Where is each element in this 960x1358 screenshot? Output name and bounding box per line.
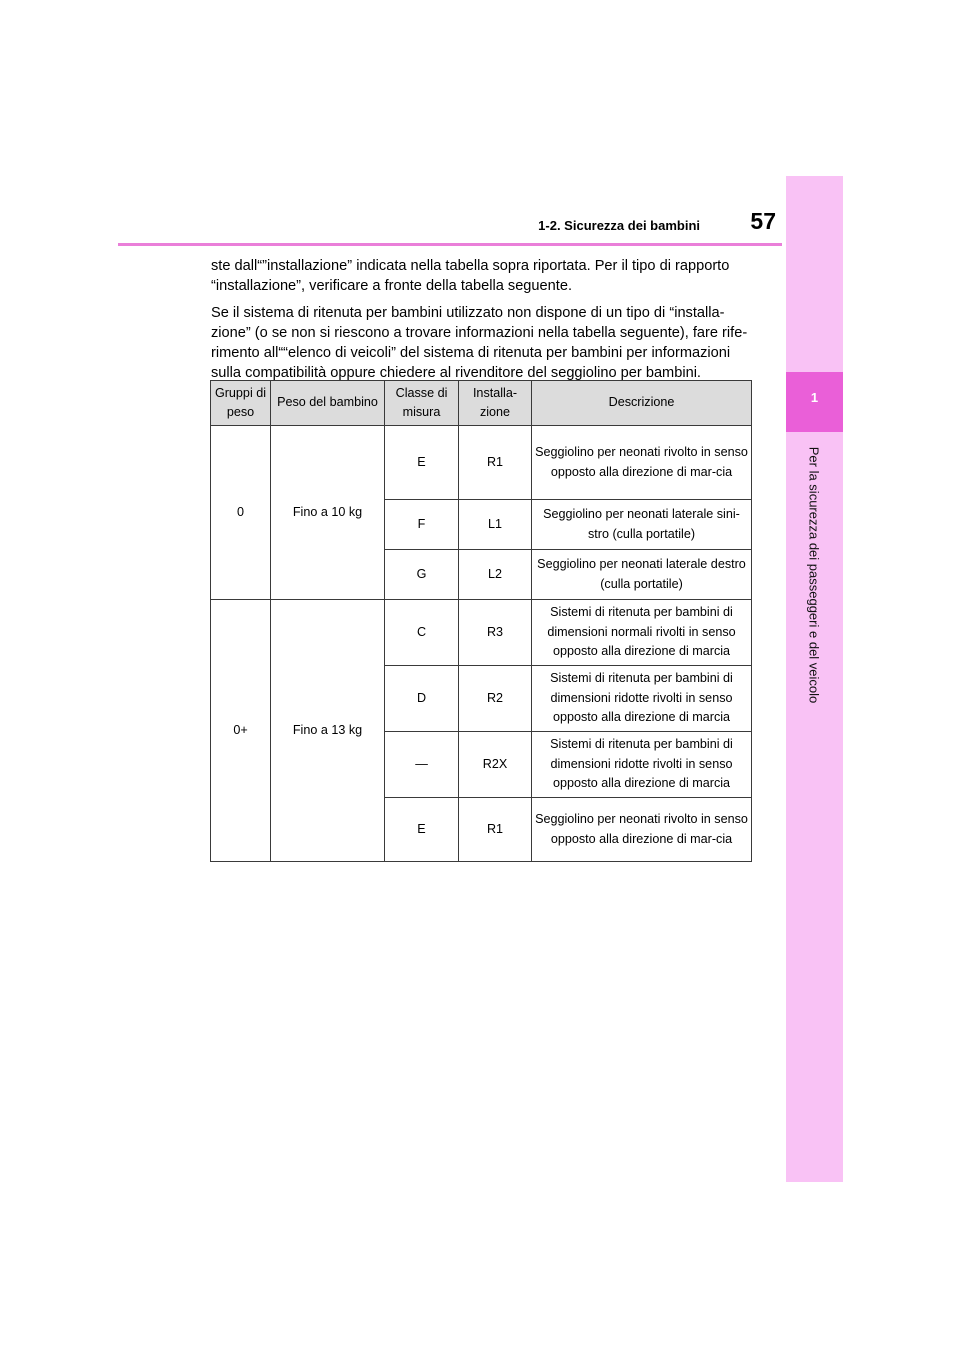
text-line: Se il sistema di ritenuta per bambini utilizzato non dispone di un tipo di “installa- — [211, 305, 725, 321]
child-seat-size-table — [210, 380, 752, 862]
description-cell: Sistemi di ritenuta per bambini di dimensioni normali rivolti in senso opposto alla direzione di marcia — [532, 600, 752, 666]
description-cell: Seggiolino per neonati rivolto in senso opposto alla direzione di mar-cia — [532, 798, 752, 862]
text-line: sulla compatibilità oppure chiedere al rivenditore del seggiolino per bambini. — [211, 365, 701, 381]
weight-group-cell: 0 — [211, 426, 271, 600]
side-tab-chapter-number: 1 — [810, 390, 819, 405]
installation-cell: R2X — [459, 732, 532, 798]
size-class-cell: F — [385, 500, 459, 550]
header-size-class: Classe di misura — [385, 381, 459, 426]
text-line: “installazione”, verificare a fronte della tabella seguente. — [211, 278, 572, 294]
size-class-cell: D — [385, 666, 459, 732]
body-text — [211, 256, 751, 390]
installation-cell: R1 — [459, 426, 532, 500]
description-cell: Seggiolino per neonati rivolto in senso opposto alla direzione di mar-cia — [532, 426, 752, 500]
installation-cell: L2 — [459, 550, 532, 600]
installation-cell: L1 — [459, 500, 532, 550]
description-cell: Sistemi di ritenuta per bambini di dimensioni ridotte rivolti in senso opposto alla direzione di marcia — [532, 732, 752, 798]
header-child-weight: Peso del bambino — [271, 381, 385, 426]
header-weight-group: Gruppi di peso — [211, 381, 271, 426]
header-rule — [118, 243, 782, 246]
paragraph-1 — [211, 256, 751, 296]
installation-cell: R1 — [459, 798, 532, 862]
weight-group-cell: 0+ — [211, 600, 271, 862]
description-cell: Sistemi di ritenuta per bambini di dimensioni ridotte rivolti in senso opposto alla direzione di marcia — [532, 666, 752, 732]
size-class-cell: E — [385, 426, 459, 500]
page-number: 57 — [750, 208, 776, 234]
description-cell: Seggiolino per neonati laterale destro (culla portatile) — [532, 550, 752, 600]
size-class-cell: — — [385, 732, 459, 798]
installation-cell: R3 — [459, 600, 532, 666]
table-row — [211, 600, 752, 666]
child-weight-cell: Fino a 13 kg — [271, 600, 385, 862]
description-cell: Seggiolino per neonati laterale sini-stro (culla portatile) — [532, 500, 752, 550]
size-class-cell: E — [385, 798, 459, 862]
header-description: Descrizione — [532, 381, 752, 426]
size-class-cell: C — [385, 600, 459, 666]
paragraph-2 — [211, 303, 751, 383]
header-installation: Installa-zione — [459, 381, 532, 426]
installation-cell: R2 — [459, 666, 532, 732]
table-row — [211, 426, 752, 500]
table-header-row — [211, 381, 752, 426]
text-line: zione” (o se non si riescono a trovare informazioni nella tabella seguente), fare rife- — [211, 325, 748, 341]
size-class-cell: G — [385, 550, 459, 600]
section-title: 1-2. Sicurezza dei bambini — [538, 218, 700, 233]
child-weight-cell: Fino a 10 kg — [271, 426, 385, 600]
text-line: ste dall“”installazione” indicata nella tabella sopra riportata. Per il tipo di rapporto — [211, 258, 730, 274]
text-line: rimento all““elenco di veicoli” del sistema di ritenuta per bambini per informazioni — [211, 345, 731, 361]
